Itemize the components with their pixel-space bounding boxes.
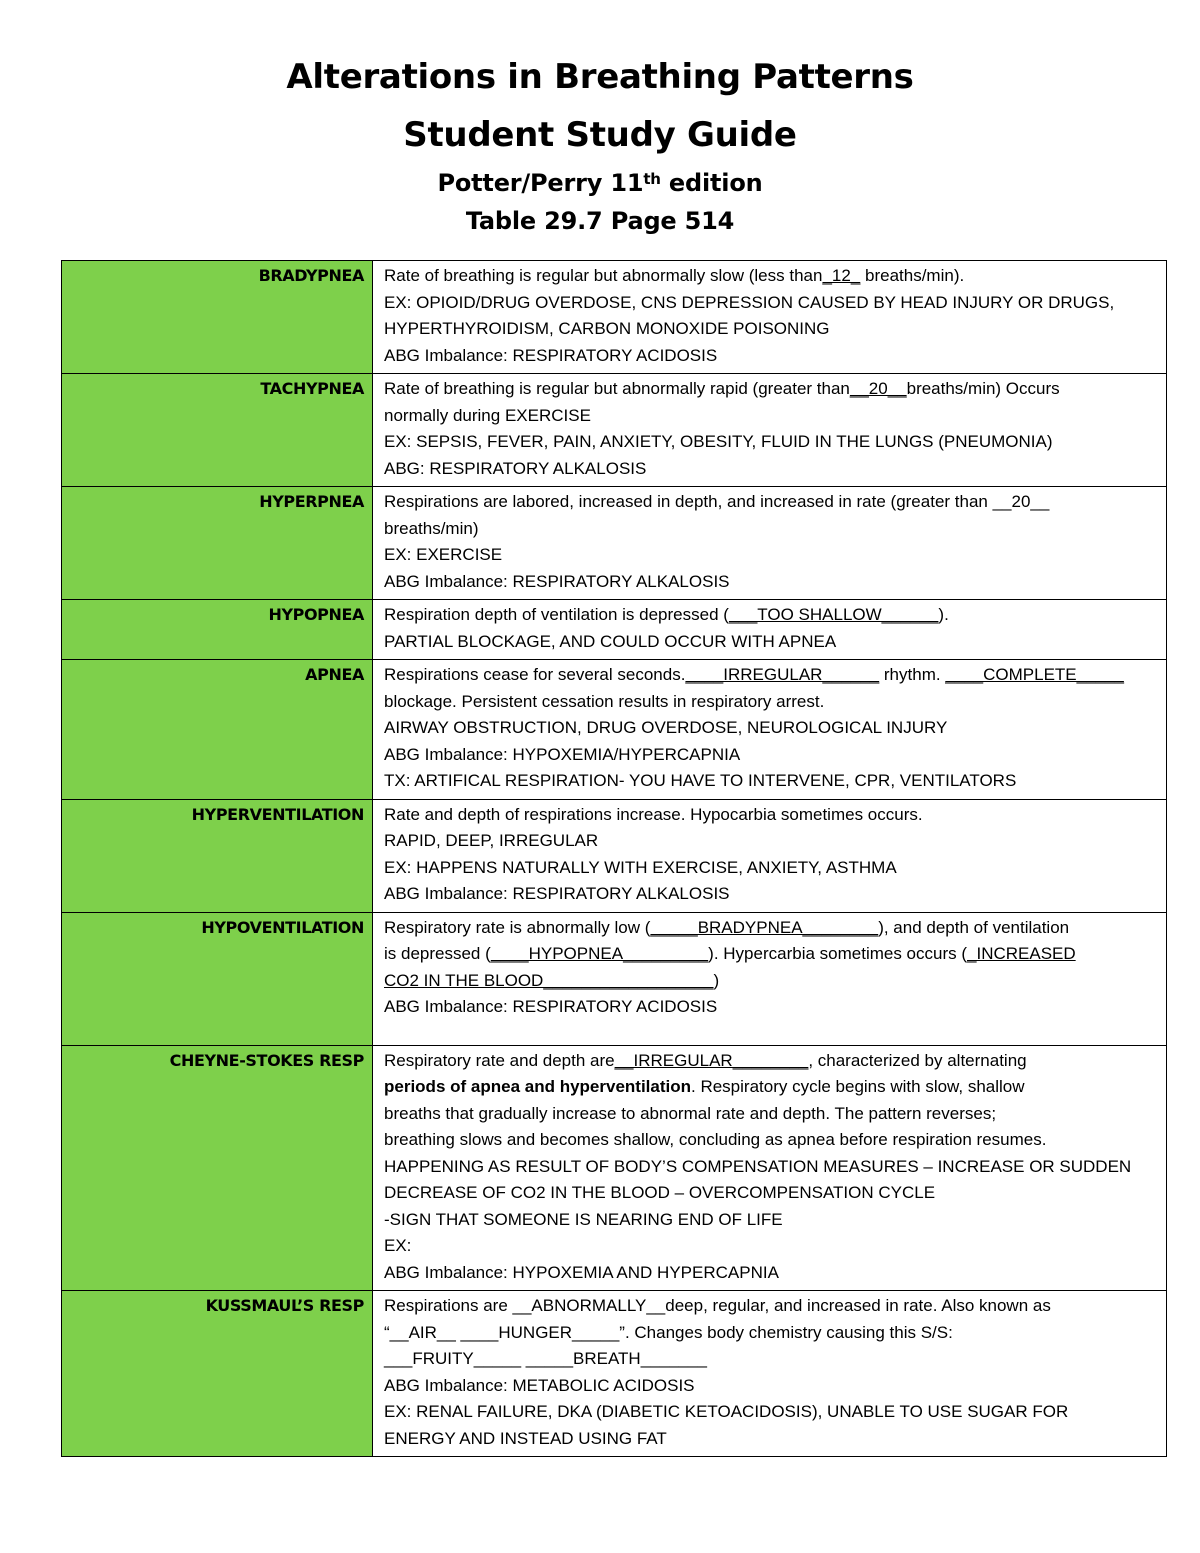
hypoventilation-text: Respiratory rate is abnormally low ( <box>384 917 651 937</box>
term-apnea: APNEA <box>62 660 373 800</box>
apnea-text-cont: blockage. Persistent cessation results in respiratory arrest. <box>384 691 825 711</box>
hyperpnea-examples: EX: EXERCISE <box>384 545 503 564</box>
hypoventilation-rate-answer: _____BRADYPNEA________ <box>650 917 879 937</box>
hyperpnea-abg: ABG Imbalance: RESPIRATORY ALKALOSIS <box>384 571 730 591</box>
table-row-apnea <box>62 660 1167 800</box>
table-row-tachypnea <box>62 374 1167 487</box>
tachypnea-normal: normally during EXERCISE <box>384 405 591 425</box>
cheyne-answer: __IRREGULAR________ <box>614 1050 809 1070</box>
apnea-text: Respirations cease for several seconds. <box>384 665 686 684</box>
kussmaul-abg: ABG Imbalance: METABOLIC ACIDOSIS <box>384 1375 695 1395</box>
bradypnea-text: Rate of breathing is regular but abnormally slow (less than <box>384 266 823 285</box>
apnea-causes: AIRWAY OBSTRUCTION, DRUG OVERDOSE, NEUROLOGICAL INJURY <box>384 718 948 737</box>
apnea-rhythm-answer: ____IRREGULAR______ <box>685 665 880 684</box>
kussmaul-sign: ___FRUITY_____ _____BREATH_______ <box>384 1349 707 1368</box>
desc-tachypnea <box>373 374 1167 487</box>
cheyne-examples: EX: <box>384 1236 412 1255</box>
table-row-cheyne-stokes <box>62 1045 1167 1291</box>
kussmaul-text: Respirations are __ABNORMALLY__deep, regular, and increased in rate. Also known as <box>384 1296 1051 1315</box>
bradypnea-rate-answer: _12_ <box>822 266 861 285</box>
hyperventilation-abg: ABG Imbalance: RESPIRATORY ALKALOSIS <box>384 884 730 903</box>
hypopnea-answer: ___TOO SHALLOW______ <box>728 605 939 624</box>
hypopnea-text-end: ). <box>938 605 949 624</box>
tachypnea-rate-answer: __20__ <box>849 379 907 398</box>
table-reference: Table 29.7 Page 514 <box>465 207 735 235</box>
desc-kussmaul <box>373 1291 1167 1457</box>
hypoventilation-hypercarbia-answer: _INCREASED <box>967 944 1076 963</box>
apnea-treatment: TX: ARTIFICAL RESPIRATION- YOU HAVE TO INTERVENE, CPR, VENTILATORS <box>384 771 1017 790</box>
tachypnea-abg: ABG: RESPIRATORY ALKALOSIS <box>384 458 647 478</box>
cheyne-text-end: , characterized by alternating <box>808 1050 1027 1070</box>
kussmaul-examples-cont: ENERGY AND INSTEAD USING FAT <box>384 1428 667 1448</box>
document-title: Alterations in Breathing Patterns <box>286 57 914 97</box>
hypoventilation-text-end: ), and depth of ventilation <box>878 917 1070 937</box>
desc-hypopnea <box>373 600 1167 660</box>
hyperventilation-examples: EX: HAPPENS NATURALLY WITH EXERCISE, ANXIETY, ASTHMA <box>384 857 897 877</box>
hypoventilation-depth-answer: ____HYPOPNEA_________ <box>490 944 709 963</box>
tachypnea-text: Rate of breathing is regular but abnormally rapid (greater than <box>384 379 850 398</box>
desc-apnea <box>373 660 1167 800</box>
desc-bradypnea <box>373 261 1167 374</box>
term-kussmaul: KUSSMAUL’S RESP <box>62 1291 373 1457</box>
cheyne-cause-cont: DECREASE OF CO2 IN THE BLOOD – OVERCOMPENSATION CYCLE <box>384 1183 936 1202</box>
kussmaul-examples: EX: RENAL FAILURE, DKA (DIABETIC KETOACIDOSIS), UNABLE TO USE SUGAR FOR <box>384 1402 1069 1421</box>
hypoventilation-hypercarbia-answer-cont: CO2 IN THE BLOOD__________________ <box>384 970 714 990</box>
desc-hypoventilation <box>373 912 1167 1045</box>
apnea-abg: ABG Imbalance: HYPOXEMIA/HYPERCAPNIA <box>384 744 741 764</box>
edition-text: Potter/Perry 11 <box>437 169 644 197</box>
table-row-bradypnea <box>62 261 1167 374</box>
desc-hyperpnea <box>373 487 1167 600</box>
hypoventilation-text-3: ). Hypercarbia sometimes occurs ( <box>708 944 968 963</box>
kussmaul-aka: “__AIR__ ____HUNGER_____”. Changes body chemistry causing this S/S: <box>384 1322 953 1342</box>
cheyne-text-3: breaths that gradually increase to abnormal rate and depth. The pattern reverses; <box>384 1103 997 1123</box>
desc-hyperventilation <box>373 799 1167 912</box>
hyperpnea-text-cont: breaths/min) <box>384 518 479 538</box>
edition-suffix: edition <box>660 169 763 197</box>
hypopnea-text: Respiration depth of ventilation is depressed ( <box>384 605 729 624</box>
table-row-hyperventilation <box>62 799 1167 912</box>
bradypnea-examples: EX: OPIOID/DRUG OVERDOSE, CNS DEPRESSION CAUSED BY HEAD INJURY OR DRUGS, <box>384 292 1115 312</box>
hyperpnea-text: Respirations are labored, increased in depth, and increased in rate (greater than __20__ <box>384 492 1050 511</box>
table-row-kussmaul <box>62 1291 1167 1457</box>
cheyne-text: Respiratory rate and depth are <box>384 1050 615 1070</box>
hyperventilation-text: Rate and depth of respirations increase. Hypocarbia sometimes occurs. <box>384 804 923 824</box>
cheyne-text-4: breathing slows and becomes shallow, concluding as apnea before respiration resumes. <box>384 1130 1047 1149</box>
hypoventilation-text-2: is depressed ( <box>384 944 491 963</box>
term-hyperventilation: HYPERVENTILATION <box>62 799 373 912</box>
document-header <box>0 48 1200 240</box>
cheyne-abg: ABG Imbalance: HYPOXEMIA AND HYPERCAPNIA <box>384 1262 779 1282</box>
edition-superscript: th <box>643 170 661 188</box>
term-hypopnea: HYPOPNEA <box>62 600 373 660</box>
hypopnea-note: PARTIAL BLOCKAGE, AND COULD OCCUR WITH APNEA <box>384 631 837 651</box>
term-bradypnea: BRADYPNEA <box>62 261 373 374</box>
term-hypoventilation: HYPOVENTILATION <box>62 912 373 1045</box>
edition-line <box>0 164 1200 202</box>
bradypnea-abg: ABG Imbalance: RESPIRATORY ACIDOSIS <box>384 345 718 365</box>
bradypnea-text-end: breaths/min). <box>860 266 965 285</box>
document-subtitle: Student Study Guide <box>403 115 797 155</box>
bradypnea-examples-cont: HYPERTHYROIDISM, CARBON MONOXIDE POISONING <box>384 319 830 338</box>
table-row-hypopnea <box>62 600 1167 660</box>
tachypnea-text-end: breaths/min) Occurs <box>906 379 1060 398</box>
table-row-hypoventilation <box>62 912 1167 1045</box>
apnea-text-mid: rhythm. <box>879 665 946 684</box>
hypoventilation-abg: ABG Imbalance: RESPIRATORY ACIDOSIS <box>384 997 718 1016</box>
term-tachypnea: TACHYPNEA <box>62 374 373 487</box>
apnea-blockage-answer: ____COMPLETE_____ <box>945 665 1124 684</box>
cheyne-emphasis: periods of apnea and hyperventilation <box>384 1077 691 1096</box>
table-row-hyperpnea <box>62 487 1167 600</box>
cheyne-sign: -SIGN THAT SOMEONE IS NEARING END OF LIFE <box>384 1209 783 1229</box>
cheyne-text-2: . Respiratory cycle begins with slow, shallow <box>691 1077 1025 1096</box>
desc-cheyne-stokes <box>373 1045 1167 1291</box>
term-hyperpnea: HYPERPNEA <box>62 487 373 600</box>
hyperventilation-traits: RAPID, DEEP, IRREGULAR <box>384 831 599 850</box>
hypoventilation-text-4: ) <box>713 970 720 990</box>
cheyne-cause: HAPPENING AS RESULT OF BODY’S COMPENSATION MEASURES – INCREASE OR SUDDEN <box>384 1156 1132 1176</box>
term-cheyne-stokes: CHEYNE-STOKES RESP <box>62 1045 373 1291</box>
breathing-patterns-table <box>61 260 1167 1457</box>
tachypnea-examples: EX: SEPSIS, FEVER, PAIN, ANXIETY, OBESITY, FLUID IN THE LUNGS (PNEUMONIA) <box>384 432 1053 451</box>
